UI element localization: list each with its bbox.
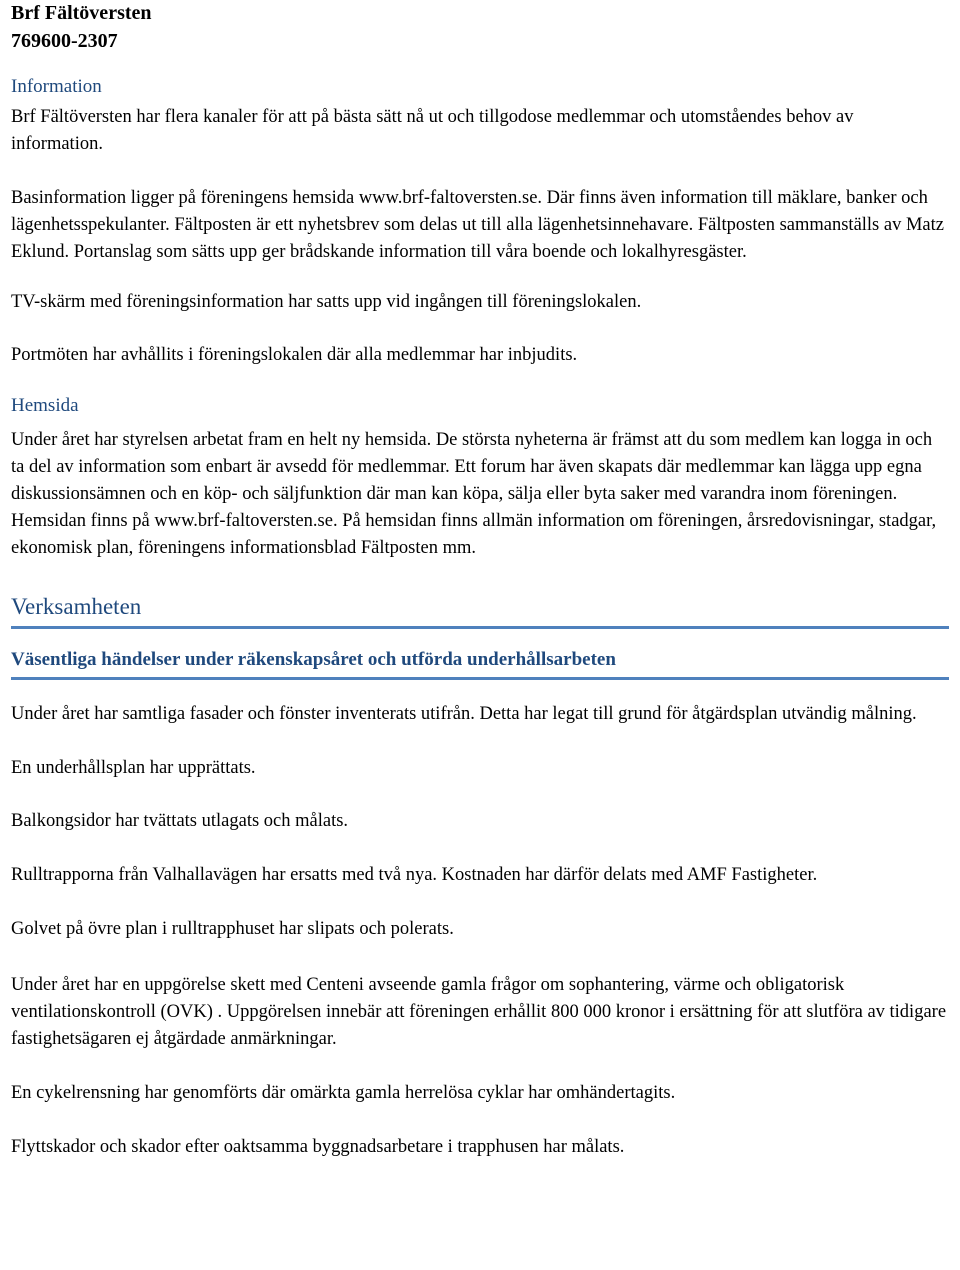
verksamheten-paragraph: En cykelrensning har genomförts där omärkta gamla herrelösa cyklar har omhändertagits. — [11, 1083, 676, 1103]
hemsida-heading: Hemsida — [11, 395, 79, 416]
verksamheten-paragraph: Rulltrapporna från Valhallavägen har ersatts med två nya. Kostnaden har därför delats med AMF Fastigheter. — [11, 865, 818, 885]
verksamheten-paragraph: Under året har samtliga fasader och fönster inventerats utifrån. Detta har legat till grund för åtgärdsplan utvändig målning. — [11, 704, 917, 724]
information-heading: Information — [11, 76, 102, 97]
information-paragraph-4: Portmöten har avhållits i föreningslokalen där alla medlemmar har inbjudits. — [11, 345, 578, 365]
hemsida-paragraph: Under året har styrelsen arbetat fram en helt ny hemsida. De största nyheterna är främst att du som medlem kan logga in och ta del av information som enbart är avsedd för medlemmar. Ett forum har även skapats där medlemmar kan lägga upp egna diskussionsämnen och en köp- och säljfunktion där man kan köpa, sälja eller byta saker med varandra inom föreningen. Hemsidan finns på www.brf-faltoversten.se. På hemsidan finns allmän information om föreningen, årsredovisningar, stadgar, ekonomisk plan, föreningens informationsblad Fältposten mm. — [11, 430, 937, 558]
verksamheten-paragraph: Under året har en uppgörelse skett med Centeni avseende gamla frågor om sophantering, värme och obligatorisk ventilationskontroll (OVK) . Uppgörelsen innebär att föreningen erhållit 800 000 kronor i ersättning för att slutföra av tidigare fastighetsägaren ej åtgärdade anmärkningar. — [11, 975, 947, 1049]
verksamheten-paragraph: En underhållsplan har upprättats. — [11, 758, 256, 778]
information-paragraph-3: TV-skärm med föreningsinformation har satts upp vid ingången till föreningslokalen. — [11, 292, 642, 312]
org-number: 769600-2307 — [11, 30, 118, 52]
verksamheten-paragraph: Flyttskador och skador efter oaktsamma byggnadsarbetare i trapphusen har målats. — [11, 1137, 625, 1157]
verksamheten-paragraph: Golvet på övre plan i rulltrapphuset har slipats och polerats. — [11, 919, 454, 939]
org-name: Brf Fältöversten — [11, 2, 152, 24]
verksamheten-subheading: Väsentliga händelser under räkenskapsåret och utförda underhållsarbeten — [11, 647, 949, 680]
verksamheten-paragraph: Balkongsidor har tvättats utlagats och målats. — [11, 811, 349, 831]
information-paragraph-1: Brf Fältöversten har flera kanaler för att på bästa sätt nå ut och tillgodose medlemmar och utomståendes behov av information. — [11, 107, 854, 154]
verksamheten-heading: Verksamheten — [11, 592, 949, 629]
information-paragraph-2: Basinformation ligger på föreningens hemsida www.brf-faltoversten.se. Där finns även information till mäklare, banker och lägenhetsspekulanter. Fältposten är ett nyhetsbrev som delas ut till alla lägenhetsinnehavare. Fältposten sammanställs av Matz Eklund. Portanslag som sätts upp ger brådskande information till våra boende och lokalhyresgäster. — [11, 188, 944, 262]
